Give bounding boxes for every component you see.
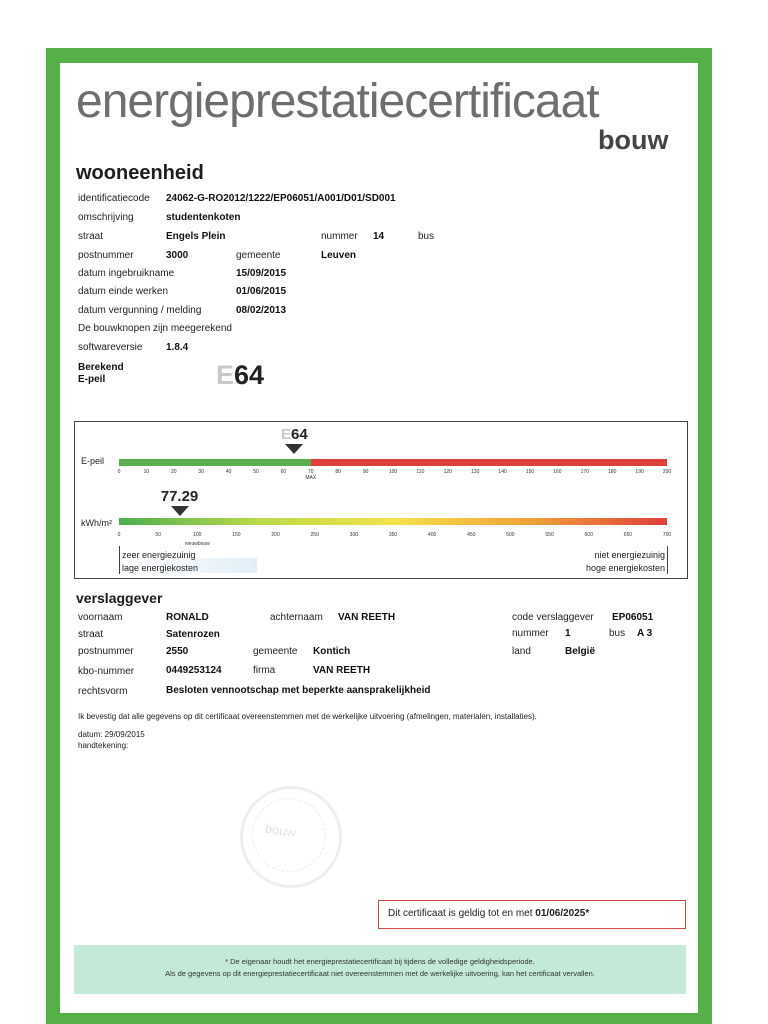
kwh-tick-label: 250 [310, 532, 319, 538]
reporter-postnummer-label: postnummer [78, 646, 134, 657]
firma-value: VAN REETH [313, 665, 371, 676]
epeil-marker-prefix: E [281, 426, 292, 443]
epeil-marker-number: 64 [291, 426, 308, 443]
kwh-tick-label: 600 [584, 532, 593, 538]
einde-werken-label: datum einde werken [78, 286, 169, 297]
footer-line-1: * De eigenaar houdt het energieprestatiecertificaat bij tijdens de volledige geldigheidsperiode. [225, 957, 535, 966]
epeil-prefix: E [216, 360, 235, 390]
declaration-text: Ik bevestig dat alle gegevens op dit certificaat overeenstemmen met de werkelijke uitvoering (afmelingen, materialen, installaties). [78, 712, 537, 721]
epeil-marker-arrow [285, 444, 303, 454]
epeil-number: 64 [234, 360, 265, 390]
ingebruikname-label: datum ingebruikname [78, 268, 175, 279]
reporter-gemeente-value: Kontich [313, 646, 351, 657]
postnummer-value: 3000 [166, 250, 189, 261]
code-value: EP06051 [612, 612, 654, 623]
unit-heading: wooneenheid [76, 162, 204, 184]
certificate-title: energieprestatiecertificaat [76, 75, 599, 128]
vergunning-value: 08/02/2013 [236, 305, 287, 316]
rechtsvorm-value: Besloten vennootschap met beperkte aansprakelijkheid [166, 685, 431, 696]
identificatiecode-label: identificatiecode [78, 193, 150, 204]
kwh-tick-label: 500 [506, 532, 515, 538]
epeil-tick-label: 200 [662, 469, 672, 475]
kwh-marker-label: 77.29 [160, 488, 199, 505]
footer-note [74, 945, 686, 994]
reporter-straat-value: Satenrozen [166, 629, 220, 640]
reporter-nummer-value: 1 [565, 628, 571, 639]
declaration-date: datum: 29/09/2015 [78, 730, 145, 739]
epeil-marker-label [281, 426, 308, 443]
einde-werken-value: 01/06/2015 [236, 286, 287, 297]
nummer-value: 14 [373, 231, 385, 242]
declaration-signature: handtekening: [78, 741, 129, 750]
kwh-tick-label: 700 [662, 532, 672, 538]
kwh-tick-label: 350 [388, 532, 398, 538]
land-label: land [512, 646, 531, 657]
rechtsvorm-label: rechtsvorm [78, 686, 128, 697]
gemeente-label: gemeente [236, 250, 281, 261]
reporter-nummer-label: nummer [512, 628, 549, 639]
epeil-tick-label: 50 [253, 469, 259, 475]
ingebruikname-value: 15/09/2015 [236, 268, 287, 279]
epeil-axis-label: E-peil [81, 456, 105, 466]
epeil-big-value [216, 360, 264, 391]
software-label: softwareversie [78, 342, 143, 353]
epeil-tick-label: 100 [388, 469, 398, 475]
kwh-tick-label: 50 [155, 532, 161, 538]
right-range-line [667, 546, 668, 574]
kwh-tick-label: 400 [427, 532, 437, 538]
achternaam-label: achternaam [270, 612, 323, 623]
kbo-value: 0449253124 [166, 665, 222, 676]
code-label: code verslaggever [512, 612, 594, 623]
epeil-tick-label: 80 [335, 469, 341, 475]
epeil-tick-label: 90 [362, 469, 369, 475]
stamp-text: bouw [264, 820, 297, 841]
epeil-max-label: MAX [305, 475, 317, 481]
validity-date: 01/06/2025* [535, 908, 590, 919]
epeil-tick-label: 130 [471, 469, 480, 475]
reporter-gemeente-label: gemeente [253, 646, 298, 657]
epeil-tick-label: 70 [308, 469, 314, 475]
epeil-tick-label: 60 [280, 469, 287, 475]
epeil-bar-bad [311, 459, 667, 466]
kwh-tick-label: 650 [623, 532, 633, 538]
epeil-label: E-peil [78, 374, 106, 385]
bouwknopen-note: De bouwknopen zijn meegerekend [78, 323, 232, 334]
epeil-tick-label: 40 [225, 469, 232, 475]
firma-label: firma [253, 665, 276, 676]
straat-label: straat [78, 231, 104, 242]
reporter-bus-label: bus [609, 628, 626, 639]
epeil-tick-label: 10 [143, 469, 150, 475]
kwh-tick-label: 150 [232, 532, 241, 538]
kwh-marker-arrow [171, 506, 189, 516]
kwh-tick-label: 0 [117, 532, 121, 538]
epeil-tick-label: 190 [635, 469, 644, 475]
reporter-straat-label: straat [78, 629, 104, 640]
epeil-bar-good [119, 459, 311, 466]
left-text-1: zeer energiezuinig [122, 550, 196, 560]
kwh-nieuwbouw-label: nieuwbouw [184, 541, 210, 547]
validity-box [378, 900, 686, 929]
reporter-bus-value: A 3 [637, 628, 653, 639]
reporter-postnummer-value: 2550 [166, 646, 189, 657]
epeil-tick-label: 110 [416, 469, 425, 475]
land-value: België [565, 646, 596, 657]
epeil-tick-label: 150 [525, 469, 535, 475]
kwh-tick-label: 200 [271, 532, 280, 538]
berekend-label: Berekend [78, 362, 124, 373]
right-text-2: hoge energiekosten [585, 563, 665, 573]
epeil-tick-label: 180 [608, 469, 617, 475]
left-text-2: lage energiekosten [122, 563, 199, 573]
gemeente-value: Leuven [321, 250, 357, 261]
voornaam-label: voornaam [78, 612, 123, 623]
epeil-tick-label: 120 [443, 469, 452, 475]
kwh-tick-label: 300 [349, 532, 359, 538]
epeil-tick-label: 30 [198, 469, 204, 475]
validity-prefix: Dit certificaat is geldig tot en met [388, 908, 536, 919]
voornaam-value: RONALD [166, 612, 209, 623]
kbo-label: kbo-nummer [78, 666, 135, 677]
straat-value: Engels Plein [166, 231, 226, 242]
kwh-bar [119, 518, 667, 525]
kwh-tick-label: 550 [545, 532, 554, 538]
achternaam-value: VAN REETH [338, 612, 396, 623]
bus-label: bus [418, 231, 435, 242]
kwh-tick-label: 450 [467, 532, 476, 538]
right-text-1: niet energiezuinig [594, 550, 665, 560]
reporter-heading: verslaggever [76, 590, 163, 606]
footer-line-2: Als de gegevens op dit energieprestatiecertificaat niet overeenstemmen met de werkelijke uitvoering, kan het certificaat vervallen. [165, 969, 595, 978]
kwh-tick-label: 100 [193, 532, 202, 538]
certificate-subtitle: bouw [598, 125, 669, 155]
epeil-tick-label: 160 [553, 469, 562, 475]
vergunning-label: datum vergunning / melding [78, 305, 202, 316]
epeil-tick-label: 20 [171, 469, 177, 475]
postnummer-label: postnummer [78, 250, 134, 261]
software-value: 1.8.4 [166, 342, 189, 353]
omschrijving-value: studentenkoten [166, 212, 241, 223]
nummer-label: nummer [321, 231, 358, 242]
epeil-tick-label: 0 [117, 469, 121, 475]
epeil-tick-label: 140 [498, 469, 507, 475]
epeil-tick-label: 170 [580, 469, 589, 475]
energy-scale-box [74, 421, 688, 579]
validity-text [388, 908, 589, 919]
kwh-axis-label: kWh/m² [81, 518, 112, 528]
identificatiecode-value: 24062-G-RO2012/1222/EP06051/A001/D01/SD001 [166, 193, 396, 204]
omschrijving-label: omschrijving [78, 212, 134, 223]
